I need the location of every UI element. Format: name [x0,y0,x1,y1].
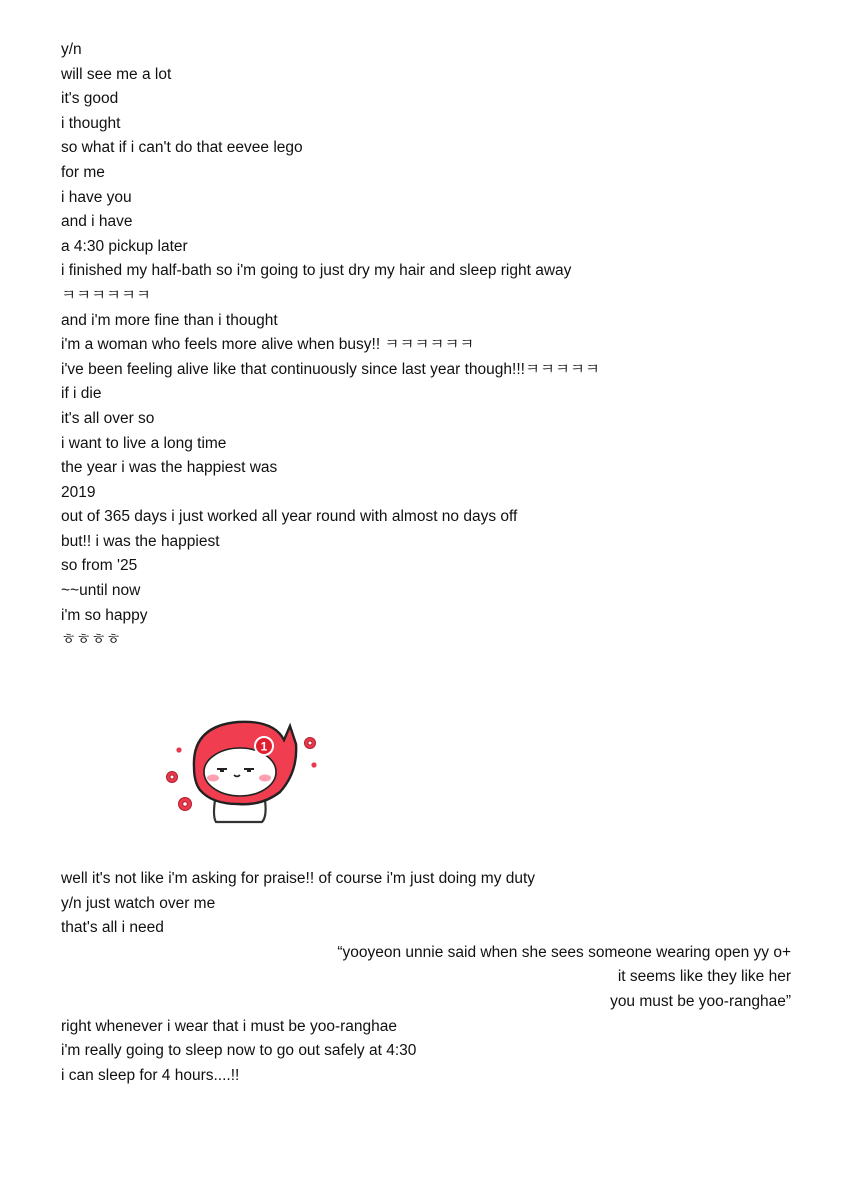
message-line: i'm so happy [61,606,148,624]
message-line: y/n [61,41,82,58]
message-line: so from '25 [61,557,138,575]
message-line: ~~until now [61,582,141,600]
flower-icon [167,772,178,783]
message-line: well it's not like i'm asking for praise!! of course i'm just doing my duty [61,870,536,887]
message-line: for me [61,163,105,181]
message-line: i thought [61,114,121,132]
message-line: i'm really going to sleep now to go out safely at 4:30 [61,1042,417,1060]
flower-icon [179,798,192,811]
quote-line: it seems like they like her [617,968,791,986]
message-line: y/n just watch over me [61,894,216,912]
message-line: ㅋㅋㅋㅋㅋㅋ [61,286,151,304]
quote-line: you must be yoo-ranghae” [610,992,791,1010]
message-line: i'm a woman who feels more alive when busy!! ㅋㅋㅋㅋㅋㅋ [61,336,475,354]
message-block-top [61,38,791,653]
message-line: so what if i can't do that eevee lego [61,139,303,157]
message-line: it's good [61,90,119,108]
message-line: i have you [61,188,132,206]
message-block-bottom [61,867,791,1088]
dot-icon [311,762,316,767]
flower-icon [305,738,316,749]
red-hooded-character-sticker-icon [158,712,328,837]
message-line: will see me a lot [61,65,172,83]
message-line: i can sleep for 4 hours....!! [61,1066,240,1084]
message-line: the year i was the happiest was [61,459,278,477]
blush-left [207,775,219,782]
message-line: and i'm more fine than i thought [61,311,278,329]
message-line: but!! i was the happiest [61,532,220,550]
message-line: if i die [61,385,102,403]
message-line: i've been feeling alive like that continuously since last year though!!!ㅋㅋㅋㅋㅋ [61,360,600,378]
badge-count: 1 [260,739,268,754]
message-line: a 4:30 pickup later [61,237,188,255]
message-line: 2019 [61,483,96,501]
message-line: out of 365 days i just worked all year round with almost no days off [61,508,518,526]
message-line: i want to live a long time [61,434,227,452]
message-line: right whenever i wear that i must be yoo-ranghae [61,1017,398,1035]
blush-right [259,775,271,782]
quote-line: “yooyeon unnie said when she sees someone wearing open yy o+ [337,943,791,961]
message-line: i finished my half-bath so i'm going to just dry my hair and sleep right away [61,262,572,280]
message-line: that's all i need [61,919,164,937]
message-line: it's all over so [61,409,155,427]
dot-icon [176,747,181,752]
message-line: and i have [61,213,133,231]
message-line: ㅎㅎㅎㅎ [61,631,121,649]
